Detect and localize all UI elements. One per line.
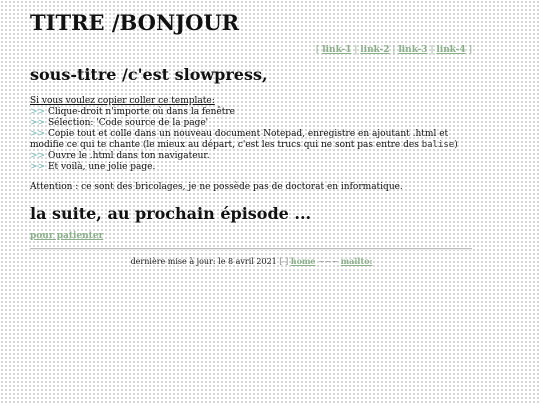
code-snippet: balise [421,140,455,150]
arrow-icon: >> [30,107,46,117]
instruction-text: Copie tout et colle dans un nouveau document Notepad, enregistre en ajoutant .html et modifie ce qui te chante (le mieux au départ, c'est les trucs qui ne sont pas entre des [30,129,449,150]
nav-separator: | [354,45,358,55]
patienter-link[interactable]: pour patienter [30,231,104,241]
instruction-step [30,107,476,118]
footer-separator: [-] [279,257,289,266]
attention-note: Attention : ce sont des bricolages, je ne possède pas de doctorat en informatique. [30,182,403,192]
divider [30,248,472,250]
page-title: TITRE /BONJOUR [30,10,240,35]
last-updated-text: dernière mise à jour: le 8 avril 2021 [130,257,277,266]
top-nav-links [316,45,472,55]
footer-separator: ~~~ [318,257,339,266]
mailto-link[interactable]: mailto: [340,256,373,266]
home-link[interactable]: home [290,256,316,266]
instruction-text-end: ) [454,140,458,150]
instructions-block [30,96,476,173]
instruction-step [30,151,476,162]
arrow-icon: >> [30,151,46,161]
nav-separator: | [392,45,396,55]
nav-link-1[interactable]: link-1 [322,45,352,55]
instructions-heading: Si vous voulez copier coller ce template: [30,96,215,106]
instruction-text: Sélection: 'Code source de la page' [47,118,209,128]
instruction-step [30,162,476,173]
arrow-icon: >> [30,129,46,139]
instruction-text: Et voilà, une jolie page. [47,162,156,172]
nav-link-2[interactable]: link-2 [360,45,390,55]
instruction-text: Clique-droit n'importe où dans la fenêtre [47,107,235,117]
nav-link-3[interactable]: link-3 [398,45,428,55]
footer [0,256,503,266]
nav-bracket-open: [ [315,45,320,55]
page-subtitle: sous-titre /c'est slowpress, [30,65,268,84]
nav-separator: | [430,45,434,55]
nav-bracket-close: ] [468,45,472,55]
arrow-icon: >> [30,162,46,172]
instruction-step [30,129,476,151]
arrow-icon: >> [30,118,46,128]
instruction-text: Ouvre le .html dans ton navigateur. [47,151,210,161]
instruction-step [30,118,476,129]
nav-link-4[interactable]: link-4 [436,45,466,55]
next-episode-heading: la suite, au prochain épisode ... [30,204,312,223]
